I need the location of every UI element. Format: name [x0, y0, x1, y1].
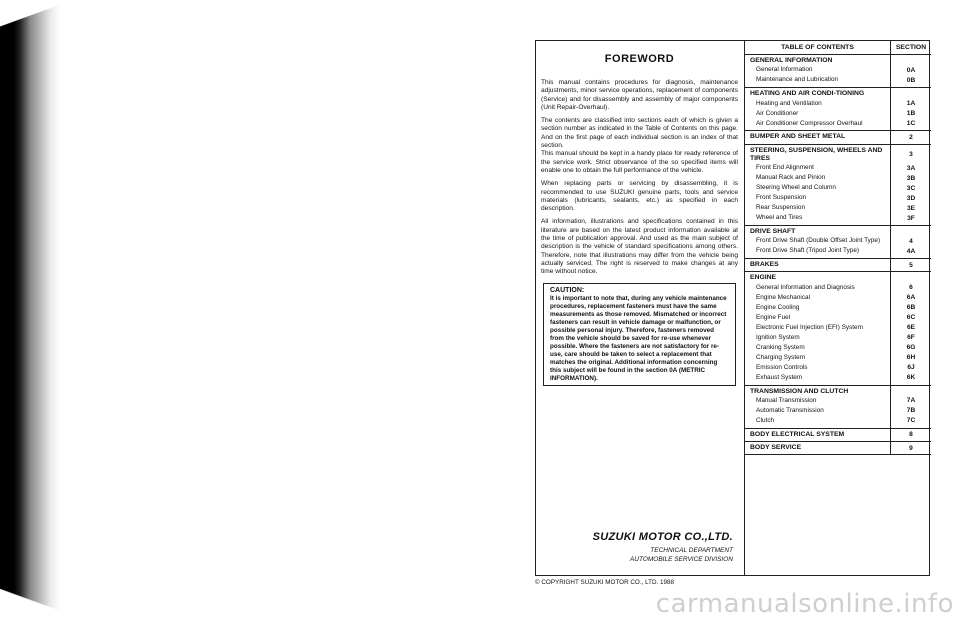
toc-item — [750, 193, 886, 203]
toc-group-codes — [890, 226, 931, 258]
toc-group-labels — [745, 259, 890, 271]
watermark: carmanualsonline.info — [655, 589, 954, 619]
toc-item-label: Ignition System — [756, 333, 800, 341]
foreword-paragraph: When replacing parts or servicing by disassembling, it is recommended to use SUZUKI genuine parts, tools and service materials (lubricants, sealants, etc.) as specified in each description. — [541, 180, 738, 213]
toc-item — [750, 343, 886, 353]
caution-box — [543, 283, 736, 387]
toc-item-label: Engine Fuel — [756, 313, 791, 321]
toc-group — [745, 88, 931, 131]
toc-group-labels — [745, 145, 890, 225]
toc-group-labels — [745, 131, 890, 143]
toc-group-title: BUMPER AND SHEET METAL — [750, 133, 846, 141]
department-block — [536, 546, 743, 564]
toc-group-code — [891, 90, 931, 98]
toc-group-code — [891, 274, 931, 282]
foreword-paragraph: This manual contains procedures for diagnosis, maintenance adjustments, minor service operations, replacement of components (Service) and for disassembly and assembly of major components (Unit Repair-Overhaul). — [541, 79, 738, 111]
toc-item-label: Front Suspension — [756, 194, 807, 202]
page-corner — [0, 0, 70, 40]
toc-group-code — [891, 228, 931, 236]
toc-header-section: SECTION — [890, 41, 931, 54]
toc-group-title: HEATING AND AIR CONDI-TIONING — [750, 90, 865, 98]
toc-item — [750, 313, 886, 323]
toc-item-label: Engine Mechanical — [756, 293, 810, 301]
toc-group-labels — [745, 429, 890, 441]
toc-group-codes — [890, 259, 931, 271]
toc-group-code: 9 — [909, 444, 913, 452]
toc-item — [750, 108, 886, 118]
toc-item-label: Wheel and Tires — [756, 214, 803, 222]
toc-item — [750, 65, 886, 75]
toc-item-label: General Information and Diagnosis — [756, 283, 855, 291]
toc-item-label: Front End Alignment — [756, 164, 814, 172]
toc-header-title: TABLE OF CONTENTS — [781, 44, 854, 51]
toc-item-code: 1C — [906, 119, 916, 127]
toc-item-code: 6J — [907, 364, 915, 372]
page-corner-bottom — [0, 541, 70, 621]
toc-group-title: BODY SERVICE — [750, 444, 802, 452]
toc-item-code: 4 — [909, 237, 913, 245]
toc-item-label: Engine Cooling — [756, 303, 800, 311]
toc-item-label: Automatic Transmission — [756, 406, 824, 414]
toc-group-labels — [745, 442, 890, 454]
toc-group-labels — [745, 272, 890, 384]
toc-item — [750, 213, 886, 223]
toc-item-label: Charging System — [756, 353, 806, 361]
division-line: AUTOMOBILE SERVICE DIVISION — [629, 556, 733, 563]
toc-group-codes — [890, 386, 931, 428]
toc-item-label: General Information — [756, 66, 813, 74]
toc-item — [750, 98, 886, 108]
toc-item-label: Cranking System — [756, 343, 805, 351]
toc-item-code: 6K — [906, 374, 916, 382]
manual-page — [535, 40, 930, 576]
toc-group-code: 2 — [909, 134, 913, 141]
toc-item-code: 0A — [906, 66, 916, 74]
toc-item-code: 7A — [906, 397, 916, 405]
foreword-paragraph: This manual should be kept in a handy place for ready reference of the service work. Strict observance of the so specified items will enable one to obtain the full performance of the vehicle. — [541, 150, 738, 174]
toc-group-labels — [745, 88, 890, 130]
toc-item-label: Air Conditioner — [756, 109, 799, 117]
toc-item-code: 6E — [906, 324, 916, 332]
toc-group-code — [891, 57, 931, 65]
toc-item-code: 6H — [906, 354, 916, 362]
toc-item-code: 4A — [906, 247, 916, 255]
toc-group — [745, 226, 931, 259]
page-spine-shadow — [0, 0, 60, 621]
toc-item-label: Manual Transmission — [756, 396, 817, 404]
toc-item — [750, 353, 886, 363]
toc-item-label: Steering Wheel and Column — [756, 184, 836, 192]
toc-item-label: Rear Suspension — [756, 204, 806, 212]
toc-item-code: 0B — [906, 76, 916, 84]
toc-item — [750, 363, 886, 373]
toc-group — [745, 429, 931, 442]
toc-item-label: Front Drive Shaft (Tripod Joint Type) — [756, 247, 859, 255]
toc-item-label: Front Drive Shaft (Double Offset Joint Type) — [756, 237, 881, 245]
toc-item — [750, 246, 886, 256]
toc-group-code: 3 — [909, 151, 913, 159]
toc-group-code — [891, 388, 931, 396]
toc-group-codes — [890, 88, 931, 130]
toc-item — [750, 163, 886, 173]
toc-item-code: 6 — [909, 284, 913, 292]
toc-item-code: 3F — [907, 214, 915, 222]
toc-item-code: 3C — [906, 184, 916, 192]
toc-group-codes — [890, 55, 931, 87]
toc-group — [745, 55, 931, 88]
toc-item-code: 6F — [907, 334, 915, 342]
toc-group — [745, 131, 931, 144]
toc-item-label: Heating and Ventilation — [756, 99, 822, 107]
toc-item — [750, 333, 886, 343]
toc-item — [750, 203, 886, 213]
toc-group-title: BODY ELECTRICAL SYSTEM — [750, 430, 845, 438]
toc-item-code: 3B — [906, 174, 916, 182]
toc-item — [750, 283, 886, 293]
toc-item — [750, 323, 886, 333]
toc-group-codes — [890, 272, 931, 384]
toc-group-code: 8 — [909, 431, 913, 439]
toc-group-codes — [890, 131, 931, 143]
toc-item — [750, 173, 886, 183]
toc-group — [745, 259, 931, 272]
toc-group — [745, 442, 931, 455]
toc-item-code: 1B — [906, 109, 916, 117]
foreword-column — [536, 41, 743, 575]
toc-item-code: 6G — [906, 344, 916, 352]
toc-item — [750, 406, 886, 416]
toc-item-code: 3D — [906, 194, 916, 202]
toc-group-title: DRIVE SHAFT — [750, 228, 796, 236]
toc-item-label: Maintenance and Lubrication — [756, 76, 839, 84]
toc-item — [750, 373, 886, 383]
toc-item-code: 3A — [906, 164, 916, 172]
toc-item-code: 6B — [906, 304, 916, 312]
toc-group-labels — [745, 386, 890, 428]
toc-item-label: Electronic Fuel Injection (EFI) System — [756, 323, 863, 331]
company-logo: SUZUKI MOTOR CO.,LTD. — [592, 531, 733, 543]
toc-item-label: Emission Controls — [756, 363, 808, 371]
toc-item-code: 1A — [906, 99, 916, 107]
toc-group-title: GENERAL INFORMATION — [750, 57, 833, 64]
caution-text: It is important to note that, during any vehicle maintenance procedures, replacement fasteners must have the same measurements as those removed. Mismatched or incorrect fasteners can result in vehicle damage or malfunction, or possible personal injury. Therefore, fasteners removed from the vehicle should be saved for re-use whenever possible. Where the fasteners are not satisfactory for re-use, care should be taken to select a replacement that matches the original. Additional information concerning this subject will be found in the section 0A (METRIC INFORMATION). — [550, 295, 727, 382]
toc-item — [750, 236, 886, 246]
toc-item-label: Air Conditioner Compressor Overhaul — [756, 119, 863, 127]
toc-group — [745, 272, 931, 385]
department-line: TECHNICAL DEPARTMENT — [650, 547, 733, 554]
foreword-paragraph: The contents are classified into sections each of which is given a section number as indicated in the Table of Contents on this page. And on the first page of each individual section is an index of that section. — [541, 117, 738, 150]
toc-group — [745, 386, 931, 429]
toc-group-title: ENGINE — [750, 274, 777, 282]
toc-item-label: Clutch — [756, 416, 775, 424]
table-of-contents — [744, 41, 931, 575]
toc-header — [745, 41, 931, 55]
toc-group-title: BRAKES — [750, 261, 779, 269]
toc-item — [750, 293, 886, 303]
toc-item-code: 6A — [906, 294, 916, 302]
toc-group-codes — [890, 442, 931, 454]
copyright-notice: © COPYRIGHT SUZUKI MOTOR CO., LTD. 1988 — [535, 579, 674, 586]
toc-item-label: Exhaust System — [756, 373, 803, 381]
toc-group-title: STEERING, SUSPENSION, WHEELS AND TIRES — [750, 146, 883, 162]
toc-group-title: TRANSMISSION AND CLUTCH — [750, 387, 849, 395]
toc-item — [750, 396, 886, 406]
toc-group-codes — [890, 429, 931, 441]
toc-item — [750, 183, 886, 193]
toc-group-labels — [745, 55, 890, 87]
toc-item-code: 7C — [906, 417, 916, 425]
toc-group-labels — [745, 226, 890, 258]
toc-item-code: 7B — [906, 407, 916, 415]
toc-item-code: 6C — [906, 314, 916, 322]
toc-body — [745, 55, 931, 455]
toc-item — [750, 118, 886, 128]
toc-group-codes — [890, 145, 931, 225]
toc-item — [750, 303, 886, 313]
toc-group — [745, 145, 931, 226]
toc-item — [750, 416, 886, 426]
foreword-paragraph: All information, illustrations and specifications contained in this literature are based on the latest product information available at the time of publication approval. And used as the main subject of description is the vehicle of standard specifications among others. Therefore, note that illustrations may differ from the vehicle being actually serviced. The right is reserved to make changes at any time without notice. — [541, 218, 738, 276]
foreword-title: FOREWORD — [604, 53, 675, 65]
toc-item — [750, 75, 886, 85]
toc-item-code: 3E — [906, 204, 916, 212]
toc-item-label: Manual Rack and Pinion — [756, 174, 826, 182]
caution-title: CAUTION: — [550, 286, 585, 294]
toc-group-code: 5 — [909, 261, 913, 269]
